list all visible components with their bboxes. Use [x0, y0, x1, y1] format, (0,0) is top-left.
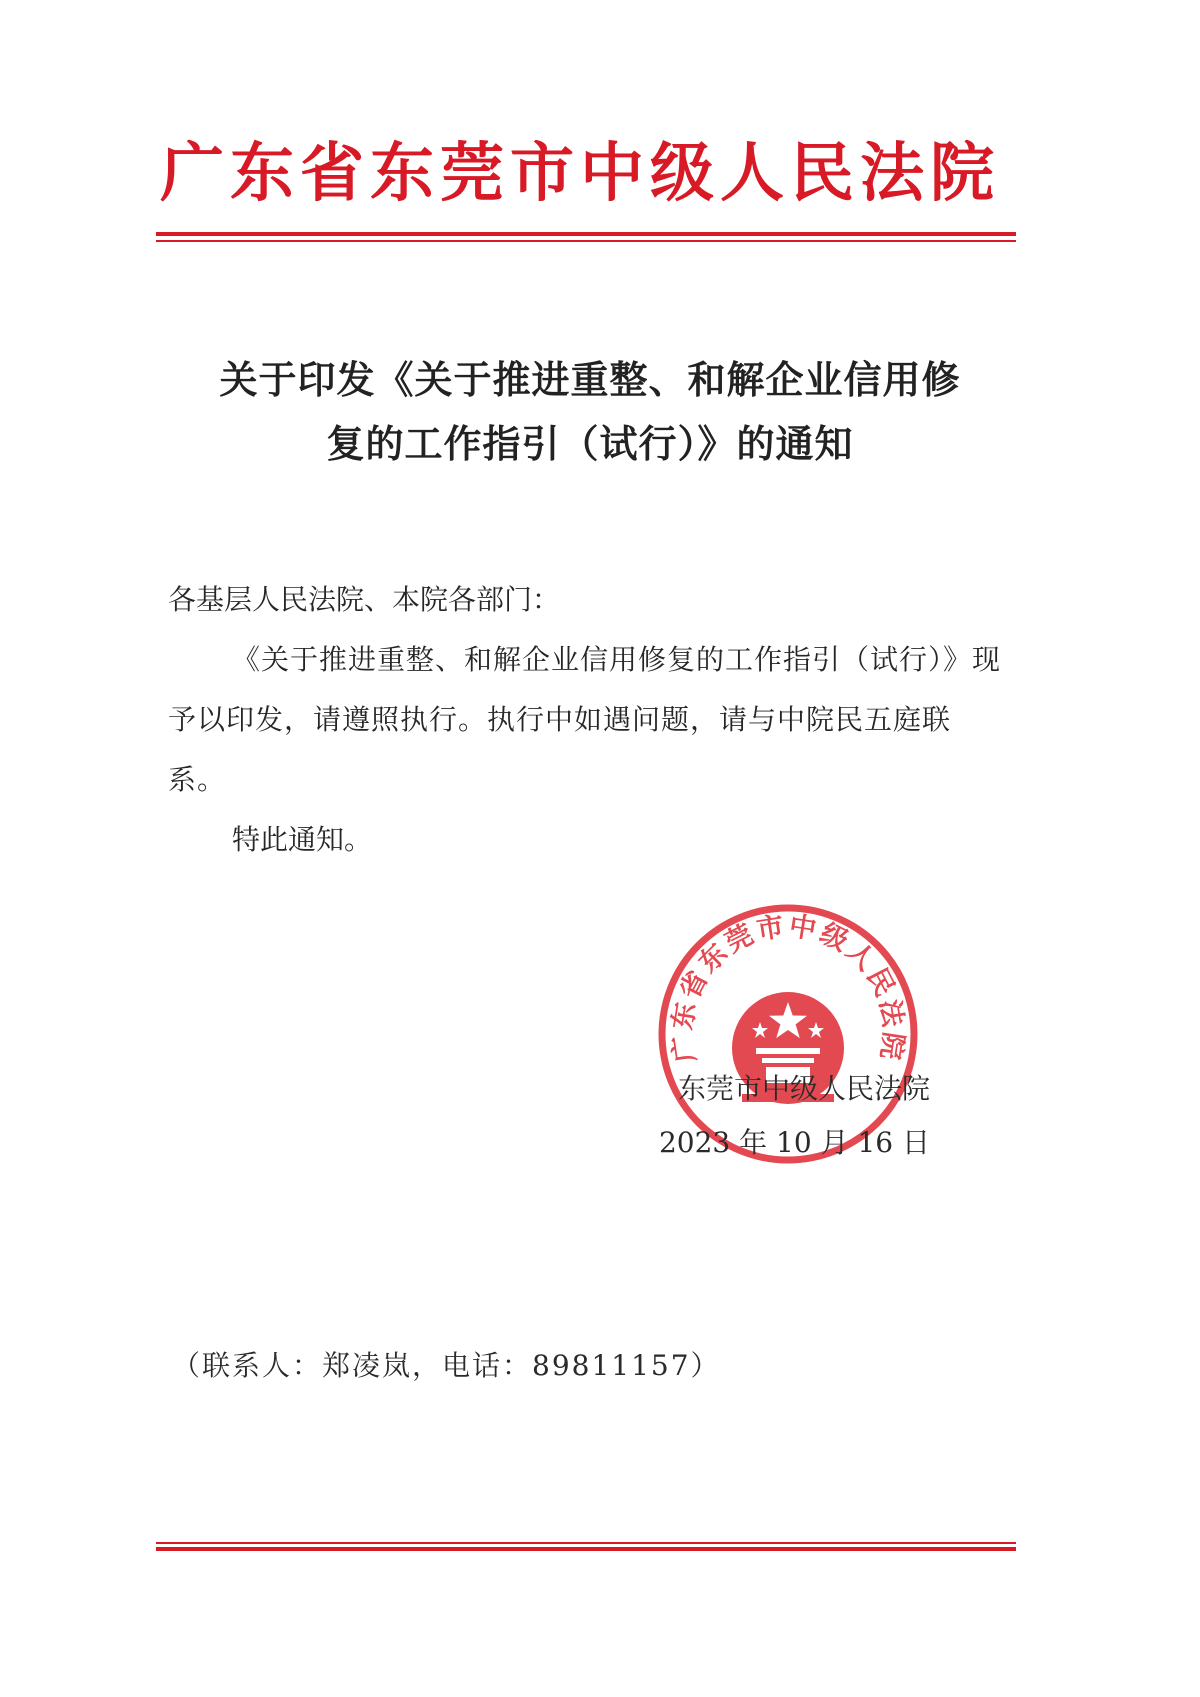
header-rule-thick [156, 232, 1016, 236]
issue-date: 2023 年 10 月 16 日 [658, 1126, 930, 1159]
footer-rule-thick [156, 1547, 1016, 1551]
contact-info: （联系人：郑凌岚，电话：89811157） [172, 1349, 721, 1382]
body-paragraph: 《关于推进重整、和解企业信用修复的工作指引（试行）》现予以印发，请遵照执行。执行中如遇问题，请与中院民五庭联系。 [168, 643, 1002, 796]
title-line-2: 复的工作指引（试行）》的通知 [326, 422, 854, 466]
court-masthead: 广东省东莞市中级人民法院 [160, 137, 1000, 211]
document-title [160, 348, 1020, 476]
signature-block [600, 1062, 930, 1170]
footer-rule-thin [156, 1542, 1016, 1544]
closing-line: 特此通知。 [232, 823, 373, 856]
svg-text:广东省东莞市中级人民法院: 广东省东莞市中级人民法院 [667, 910, 909, 1065]
document-body [168, 570, 1008, 870]
header-rule-thin [156, 240, 1016, 242]
title-line-1: 关于印发《关于推进重整、和解企业信用修 [219, 358, 961, 402]
salutation: 各基层人民法院、本院各部门： [168, 583, 561, 616]
issuer-name: 东莞市中级人民法院 [677, 1072, 930, 1105]
